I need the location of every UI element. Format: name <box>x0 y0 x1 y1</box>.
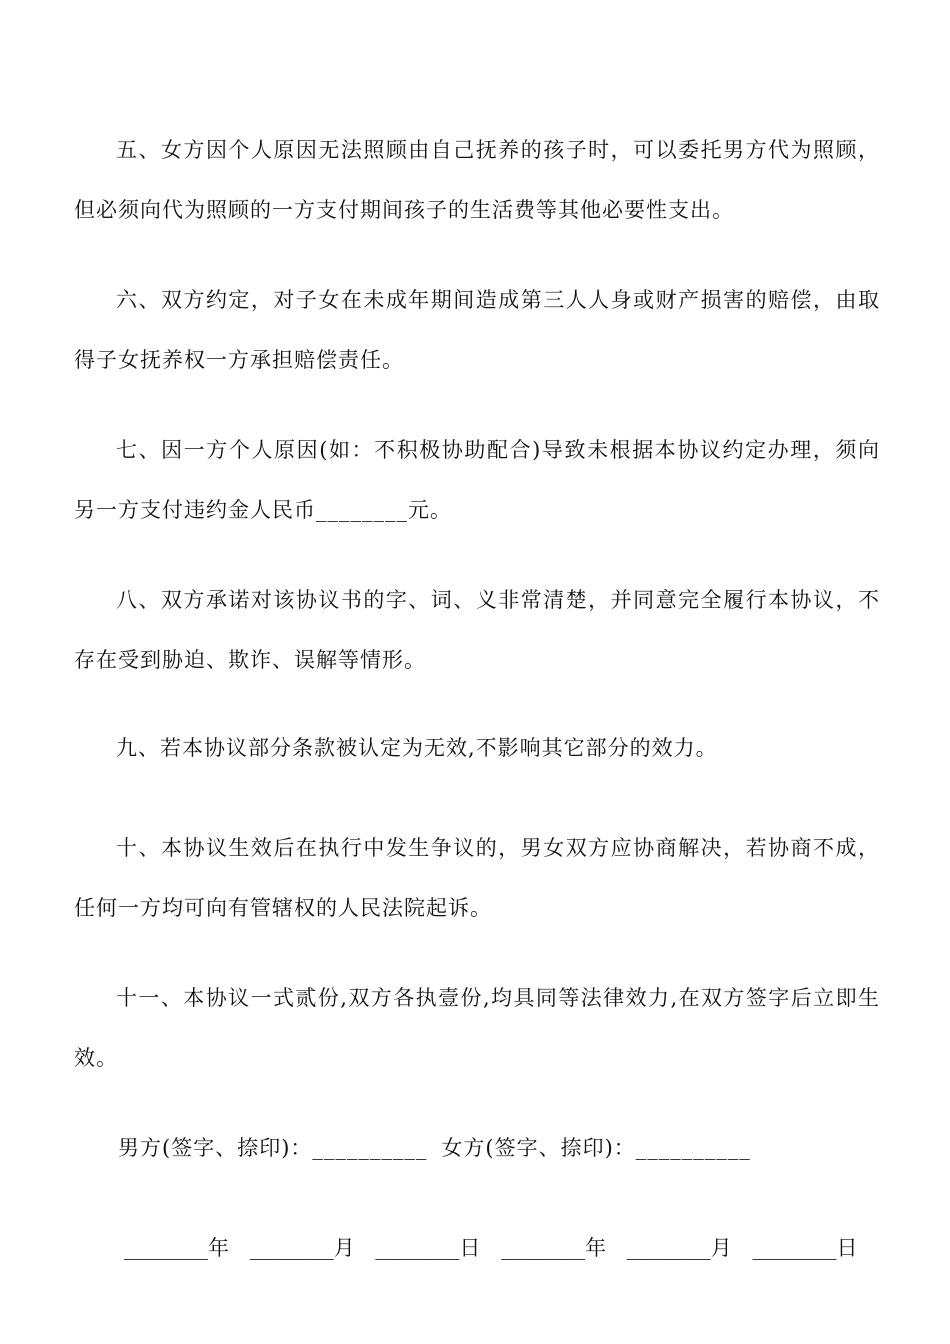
clause-5: 五、女方因个人原因无法照顾由自己抚养的孩子时，可以委托男方代为照顾，但必须向代为照顾的一方支付期间孩子的生活费等其他必要性支出。 <box>74 138 880 222</box>
male-signature-line: 男方(签字、捺印)：__________ <box>118 1136 428 1160</box>
female-signature-line: 女方(签字、捺印)：__________ <box>441 1136 751 1160</box>
male-date-day: ________日 <box>375 1236 481 1260</box>
date-row <box>124 1218 884 1278</box>
clause-6: 六、双方约定，对子女在未成年期间造成第三人人身或财产损害的赔偿，由取得子女抚养权一方承担赔偿责任。 <box>74 288 880 372</box>
male-date-month: ________月 <box>249 1236 355 1260</box>
clause-10: 十、本协议生效后在执行中发生争议的，男女双方应协商解决，若协商不成，任何一方均可向有管辖权的人民法院起诉。 <box>74 836 880 920</box>
clause-8: 八、双方承诺对该协议书的字、词、义非常清楚，并同意完全履行本协议，不存在受到胁迫、欺诈、误解等情形。 <box>74 588 880 672</box>
clause-9: 九、若本协议部分条款被认定为无效,不影响其它部分的效力。 <box>116 736 718 760</box>
female-date-month: ________月 <box>626 1236 732 1260</box>
female-date-year: ________年 <box>501 1236 607 1260</box>
clause-7: 七、因一方个人原因(如：不积极协助配合)导致未根据本协议约定办理，须向另一方支付违约金人民币________元。 <box>74 438 880 522</box>
male-date-year: ________年 <box>124 1236 229 1260</box>
female-date-day: ________日 <box>752 1236 858 1260</box>
signature-row <box>118 1118 751 1178</box>
clause-11: 十一、本协议一式贰份,双方各执壹份,均具同等法律效力,在双方签字后立即生效。 <box>74 986 880 1070</box>
